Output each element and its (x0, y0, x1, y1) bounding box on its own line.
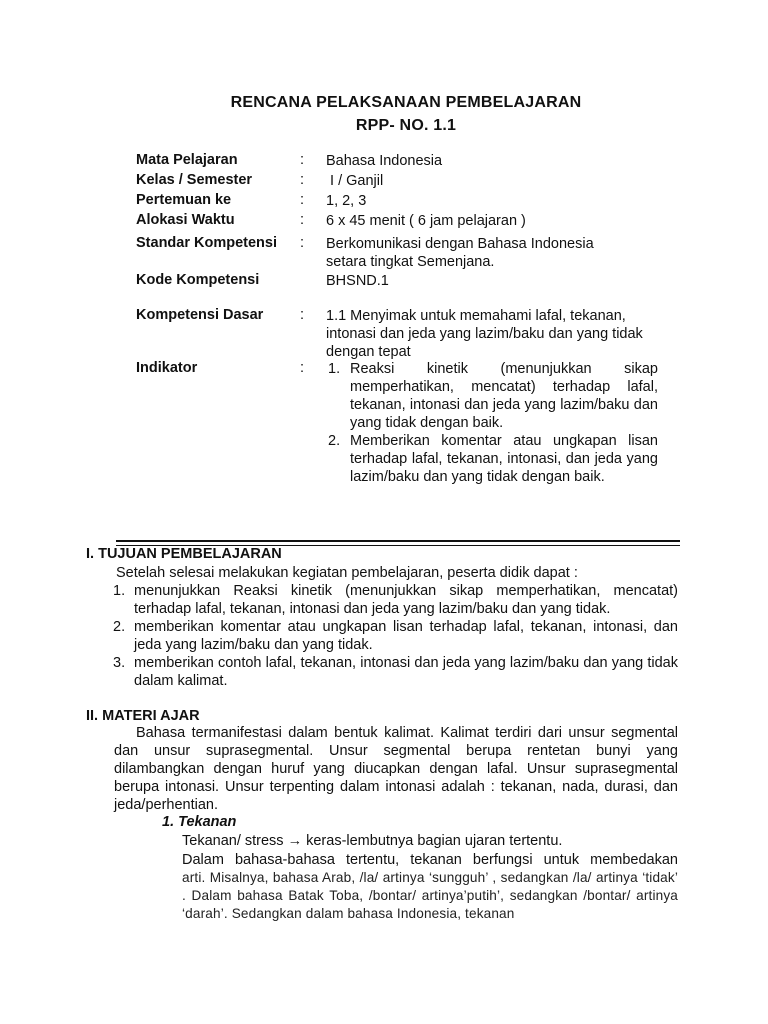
item-text: Reaksi kinetik (menunjukkan sikap memperhatikan, mencatat) terhadap lafal, tekanan, intonasi dan jeda yang lazim/baku dan yang tidak dengan baik. (350, 361, 658, 431)
item-number: 1. (328, 361, 341, 377)
indikator-list (326, 360, 658, 486)
section-intro: Setelah selesai melakukan kegiatan pembelajaran, peserta didik dapat : (116, 565, 578, 581)
document-title: RENCANA PELAKSANAAN PEMBELAJARAN (230, 94, 582, 111)
item-number: 3. (113, 655, 126, 671)
tujuan-item (110, 582, 678, 618)
section-heading-tujuan: I. TUJUAN PEMBELAJARAN (86, 546, 282, 562)
tekanan-paragraph-line1: Dalam bahasa-bahasa tertentu, tekanan berfungsi untuk membedakan (182, 852, 678, 868)
info-value: I / Ganjil (326, 173, 384, 189)
info-label: Standar Kompetensi (136, 235, 277, 251)
info-label: Kelas / Semester (136, 172, 253, 188)
info-colon: : (300, 212, 305, 228)
info-label: Pertemuan ke (136, 192, 232, 208)
info-value: Berkomunikasi dengan Bahasa Indonesia setara tingkat Semenjana. (326, 236, 594, 270)
materi-paragraph: Bahasa termanifestasi dalam bentuk kalimat. Kalimat terdiri dari unsur segmental dan unsur suprasegmental. Unsur segmental berupa rentetan bunyi yang dilambangkan dengan huruf yang diucapkan dengan lafal. Unsur suprasegmental berupa intonasi. Unsur terpenting dalam intonasi adalah : tekanan, nada, durasi, dan jeda/perhentian. (114, 725, 678, 813)
item-text: memberikan contoh lafal, tekanan, intonasi dan jeda yang lazim/baku dan yang tidak dalam kalimat. (134, 655, 678, 689)
info-colon: : (300, 360, 305, 376)
info-value: BHSND.1 (326, 273, 389, 289)
arrow-icon: → (287, 833, 303, 849)
item-number: 2. (328, 433, 341, 449)
section-heading-materi: II. MATERI AJAR (86, 708, 200, 724)
info-colon: : (300, 192, 305, 208)
item-text: Memberikan komentar atau ungkapan lisan terhadap lafal, tekanan, intonasi, dan jeda yang lazim/baku dan yang tidak dengan baik. (350, 433, 658, 485)
info-value: 1, 2, 3 (326, 193, 367, 209)
info-label: Kode Kompetensi (136, 272, 260, 288)
info-label: Kompetensi Dasar (136, 307, 264, 323)
info-colon: : (300, 152, 305, 168)
divider-line-thick (116, 540, 680, 542)
info-colon: : (300, 307, 305, 323)
info-value: 6 x 45 menit ( 6 jam pelajaran ) (326, 213, 526, 229)
info-label: Alokasi Waktu (136, 212, 235, 228)
info-value: 1.1 Menyimak untuk memahami lafal, tekanan, intonasi dan jeda yang lazim/baku dan yang tidak dengan tepat (326, 308, 643, 360)
indikator-item (326, 360, 658, 432)
definition-text: keras-lembutnya bagian ujaran tertentu. (302, 833, 563, 849)
document-subtitle: RPP- NO. 1.1 (355, 117, 457, 134)
info-colon: : (300, 172, 305, 188)
info-value: Bahasa Indonesia (326, 153, 443, 169)
item-number: 2. (113, 619, 126, 635)
tekanan-paragraph: arti. Misalnya, bahasa Arab, /la/ artinya ‘sungguh’ , sedangkan /la/ artinya ‘tidak’ . Dalam bahasa Batak Toba, /bontar/ artinya’putih’, sedangkan /bontar/ artinya ‘darah’. Sedangkan dalam bahasa Indonesia, tekanan (182, 870, 678, 921)
tujuan-item (110, 618, 678, 654)
definition-term: Tekanan/ stress (182, 833, 288, 849)
item-number: 1. (113, 583, 126, 599)
tekanan-definition (182, 832, 678, 850)
info-colon: : (300, 235, 305, 251)
tujuan-item (110, 654, 678, 690)
tujuan-list (110, 582, 678, 690)
info-label: Indikator (136, 360, 198, 376)
item-text: memberikan komentar atau ungkapan lisan terhadap lafal, tekanan, intonasi, dan jeda yang lazim/baku dan yang tidak. (134, 619, 678, 653)
info-label: Mata Pelajaran (136, 152, 238, 168)
indikator-item (326, 432, 658, 486)
sub-heading-tekanan: 1. Tekanan (162, 814, 237, 830)
item-text: menunjukkan Reaksi kinetik (menunjukkan sikap memperhatikan, mencatat) terhadap lafal, tekanan, intonasi dan jeda yang lazim/baku dan yang tidak. (134, 583, 678, 617)
